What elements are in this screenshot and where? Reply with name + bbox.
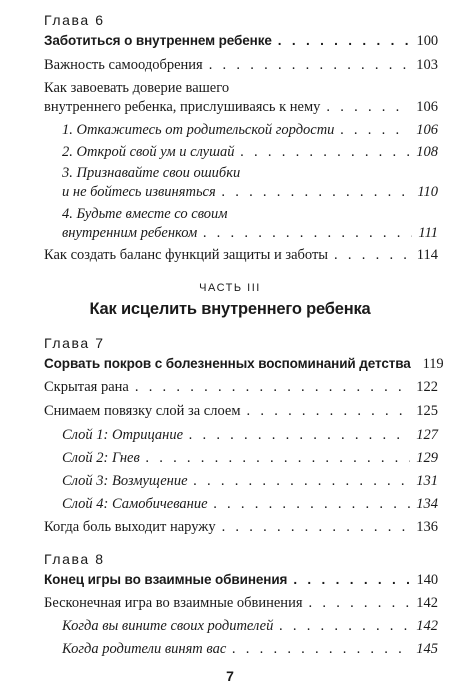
dot-leader xyxy=(232,640,410,659)
dot-leader xyxy=(203,224,412,243)
toc-entry-page: 127 xyxy=(416,427,438,443)
chapter-7-label: Глава 7 xyxy=(44,335,105,351)
dot-leader xyxy=(340,121,410,140)
toc-entry[interactable] xyxy=(44,56,438,75)
toc-entry-page: 136 xyxy=(416,519,438,535)
toc-entry-title: Когда родители винят вас xyxy=(62,641,227,657)
toc-entry-title: Когда вы вините своих родителей xyxy=(62,618,274,634)
toc-entry[interactable] xyxy=(44,354,444,374)
toc-entry-page: 125 xyxy=(416,403,438,419)
toc-entry-title: 2. Открой свой ум и слушай xyxy=(62,144,235,160)
toc-entry[interactable] xyxy=(44,378,438,397)
dot-leader xyxy=(214,495,411,514)
dot-leader xyxy=(309,594,411,613)
toc-entry[interactable] xyxy=(44,594,438,613)
toc-entry-page: 145 xyxy=(416,641,438,657)
toc-entry-title: Слой 1: Отрицание xyxy=(62,427,183,443)
toc-entry-title: Когда боль выходит наружу xyxy=(44,519,216,535)
dot-leader xyxy=(222,518,411,537)
toc-entry-page: 108 xyxy=(416,144,438,160)
chapter-6-label: Глава 6 xyxy=(44,12,105,28)
dot-leader xyxy=(146,449,411,468)
part-title: Как исцелить внутреннего ребенка xyxy=(89,300,371,318)
toc-entry-title: Слой 3: Возмущение xyxy=(62,473,188,489)
toc-subentry[interactable] xyxy=(62,121,438,140)
toc-entry-page: 110 xyxy=(417,184,438,200)
dot-leader xyxy=(194,472,411,491)
toc-entry-title: Конец игры во взаимные обвинения xyxy=(44,572,288,587)
toc-subentry[interactable] xyxy=(62,449,438,468)
dot-leader xyxy=(135,378,410,397)
dot-leader xyxy=(222,183,412,202)
dot-leader xyxy=(241,143,411,162)
toc-entry-title: Бесконечная игра во взаимные обвинения xyxy=(44,595,303,611)
toc-entry-page: 119 xyxy=(422,356,444,372)
toc-entry-title-line1: 3. Признавайте свои ошибки xyxy=(62,165,241,181)
toc-entry-title: Важность самоодобрения xyxy=(44,57,203,73)
dot-leader xyxy=(189,426,410,445)
toc-entry[interactable] xyxy=(44,79,438,117)
dot-leader xyxy=(293,570,410,589)
toc-subentry[interactable] xyxy=(62,164,438,202)
toc-entry-title: Как создать баланс функций защиты и заботы xyxy=(44,247,329,263)
toc-entry[interactable] xyxy=(44,518,438,537)
toc-entry-title: Снимаем повязку слой за слоем xyxy=(44,403,241,419)
part-label: ЧАСТЬ III xyxy=(199,282,261,294)
toc-entry-title-line1: Как завоевать доверие вашего xyxy=(44,80,230,96)
toc-entry-page: 100 xyxy=(416,33,438,49)
dot-leader xyxy=(326,98,410,117)
toc-entry-page: 111 xyxy=(418,225,438,241)
toc-entry-page: 129 xyxy=(416,450,438,466)
chapter-8-label: Глава 8 xyxy=(44,551,105,567)
toc-entry-page: 114 xyxy=(416,247,438,263)
toc-entry-title: Слой 4: Самобичевание xyxy=(62,496,208,512)
toc-entry-title-line2: внутренним ребенком xyxy=(62,225,198,241)
toc-entry-page: 106 xyxy=(416,99,438,115)
toc-entry-title-line2: внутреннего ребенка, прислушиваясь к нему xyxy=(44,99,321,115)
toc-subentry[interactable] xyxy=(62,205,438,243)
toc-subentry[interactable] xyxy=(62,495,438,514)
toc-subentry[interactable] xyxy=(62,143,438,162)
toc-entry-title: Заботиться о внутреннем ребенке xyxy=(44,33,272,48)
dot-leader xyxy=(278,31,411,50)
dot-leader xyxy=(209,56,411,75)
dot-leader xyxy=(279,617,410,636)
toc-entry-title: Сорвать покров с болезненных воспоминаний детства xyxy=(44,356,411,371)
toc-entry-title-line1: 4. Будьте вместе со своим xyxy=(62,206,228,222)
toc-subentry[interactable] xyxy=(62,617,438,636)
dot-leader xyxy=(247,402,411,421)
toc-entry-page: 140 xyxy=(416,572,438,588)
toc-entry-page: 131 xyxy=(416,473,438,489)
toc-entry-page: 134 xyxy=(416,496,438,512)
toc-entry[interactable] xyxy=(44,31,438,51)
toc-entry-page: 122 xyxy=(416,379,438,395)
toc-entry[interactable] xyxy=(44,402,438,421)
toc-subentry[interactable] xyxy=(62,426,438,445)
toc-entry-title-line2: и не бойтесь извиняться xyxy=(62,184,216,200)
toc-subentry[interactable] xyxy=(62,640,438,659)
toc-entry-page: 142 xyxy=(416,595,438,611)
dot-leader xyxy=(334,246,411,265)
toc-entry[interactable] xyxy=(44,246,438,265)
toc-entry-page: 103 xyxy=(416,57,438,73)
toc-entry-title: Слой 2: Гнев xyxy=(62,450,140,466)
toc-entry-title: Скрытая рана xyxy=(44,379,129,395)
toc-entry-title: 1. Откажитесь от родительской гордости xyxy=(62,122,335,138)
toc-entry[interactable] xyxy=(44,570,438,590)
toc-subentry[interactable] xyxy=(62,472,438,491)
page-number: 7 xyxy=(226,668,234,684)
toc-entry-page: 142 xyxy=(416,618,438,634)
toc-entry-page: 106 xyxy=(416,122,438,138)
